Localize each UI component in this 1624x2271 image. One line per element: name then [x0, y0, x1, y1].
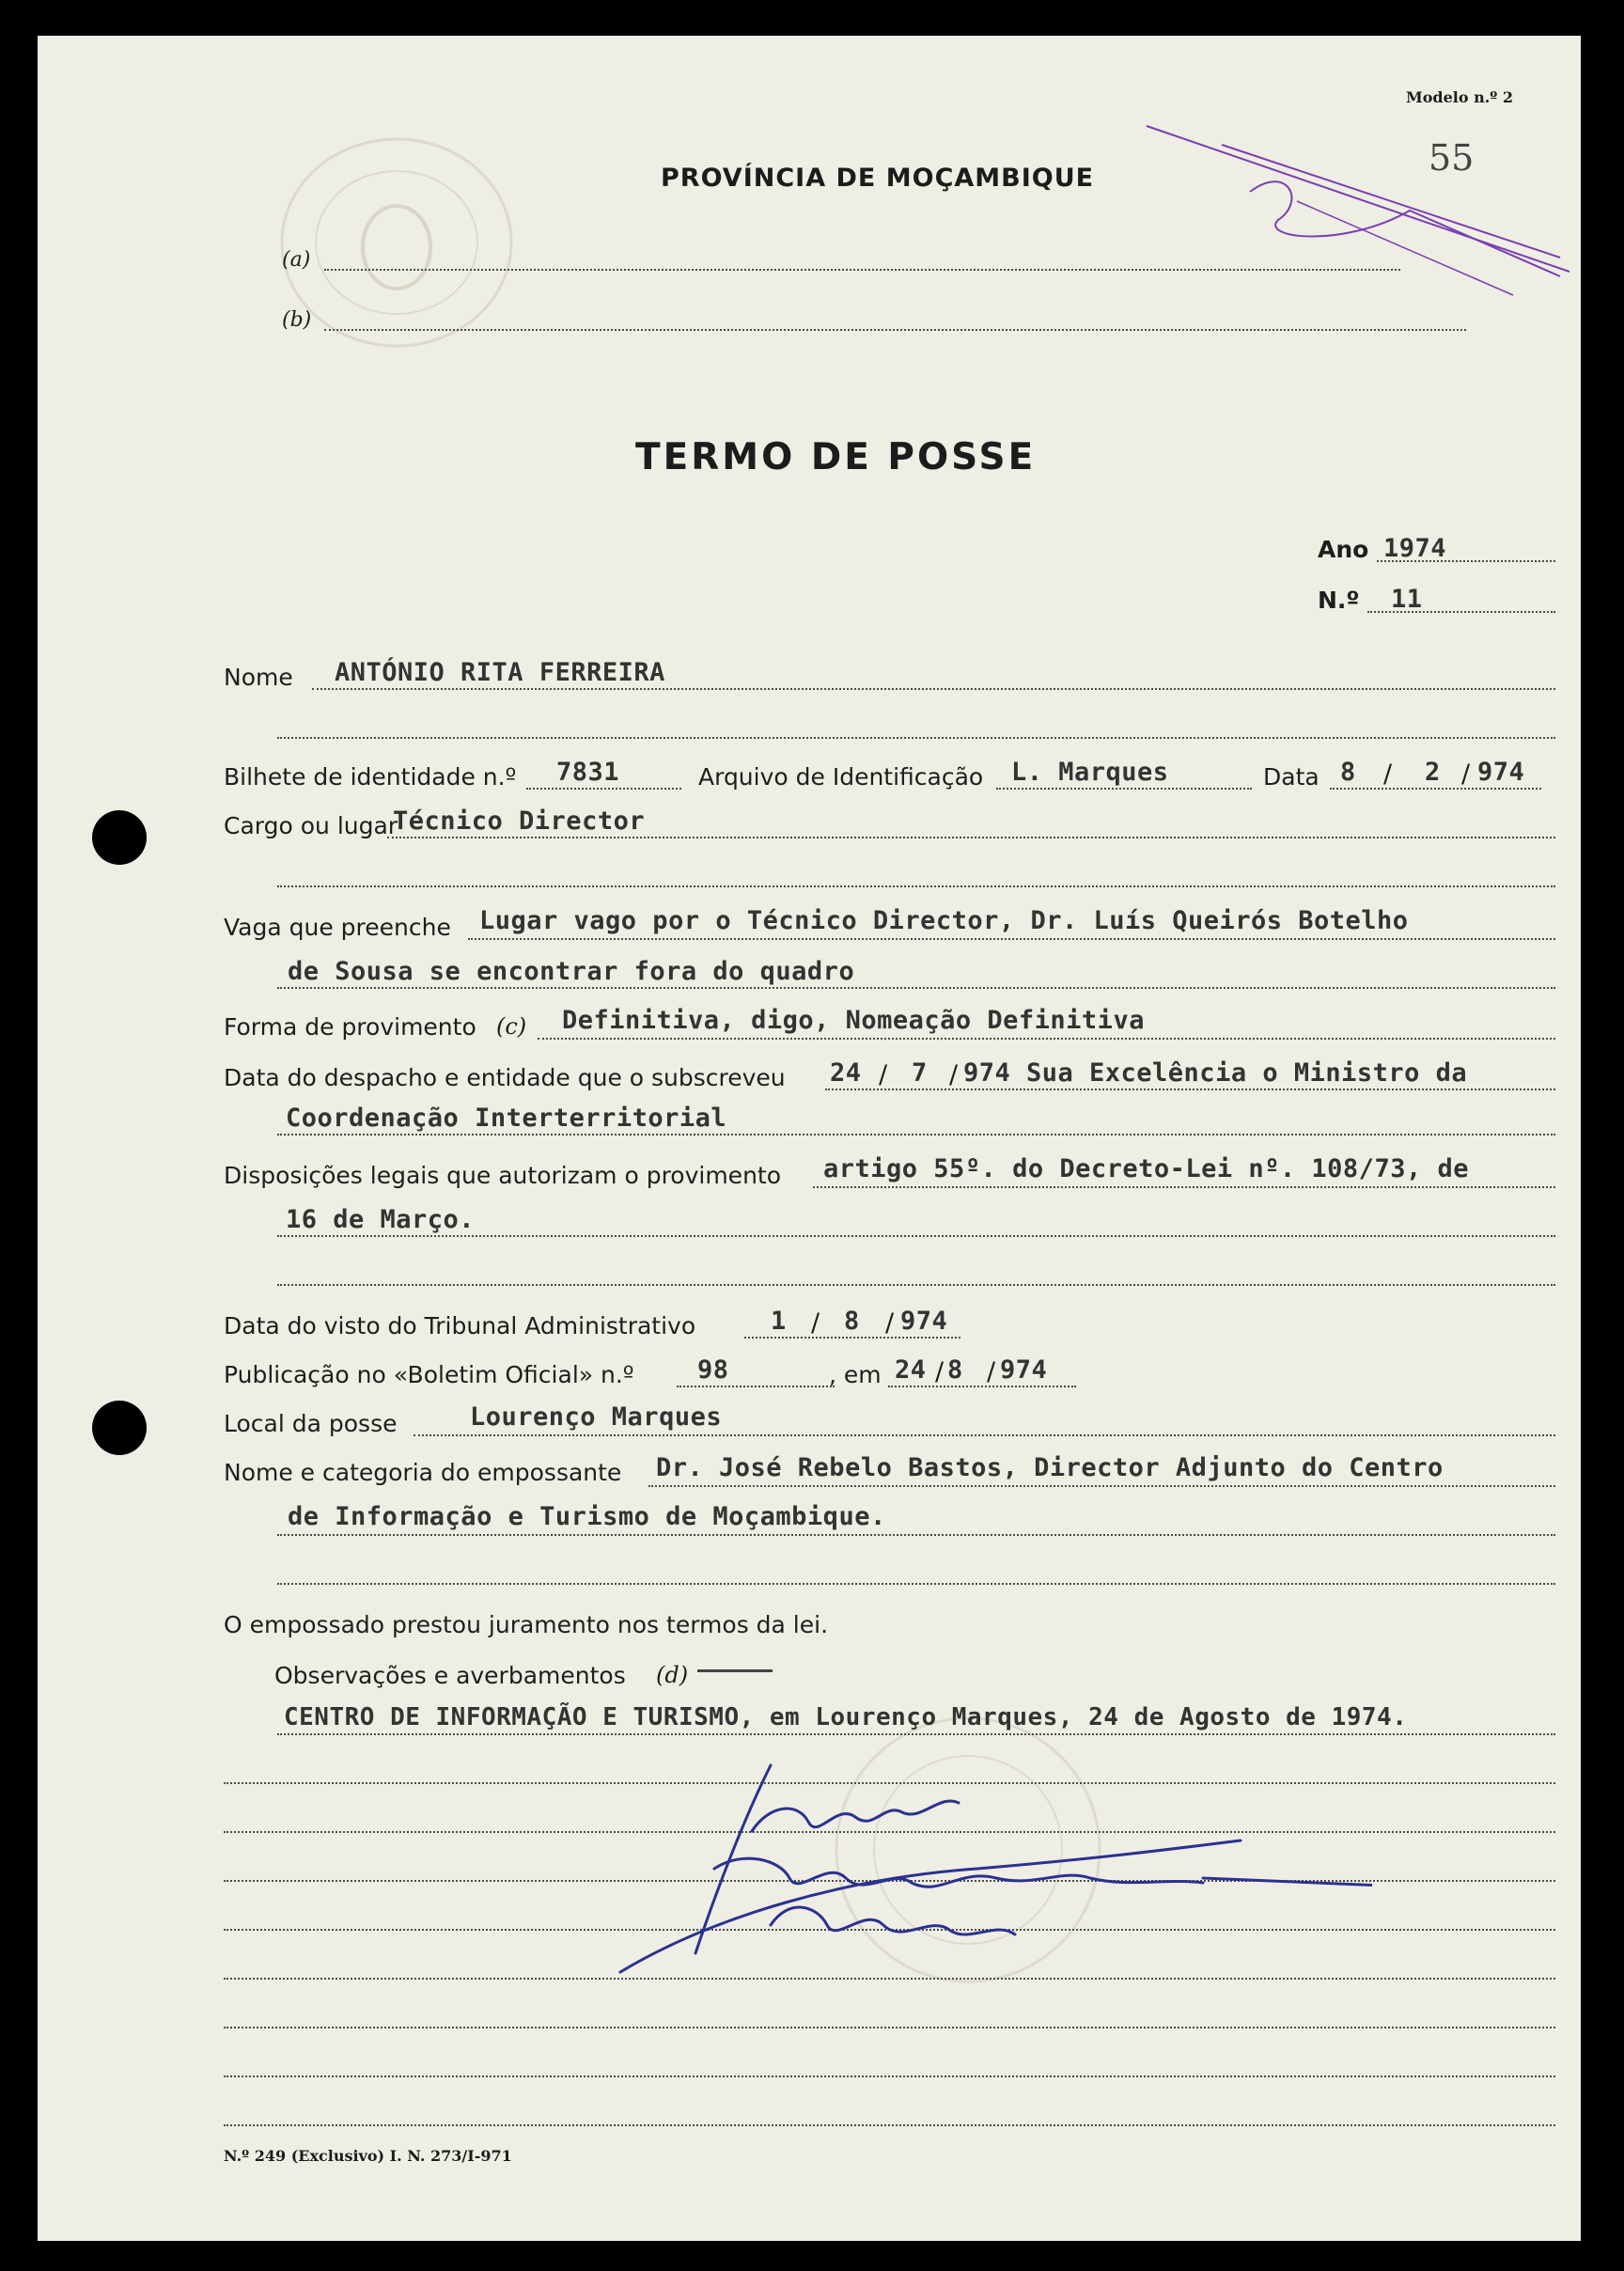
empossante-label: Nome e categoria do empossante — [224, 1459, 622, 1486]
model-number: Modelo n.º 2 — [1406, 88, 1513, 106]
vaga-line-2 — [277, 987, 1555, 989]
disposicoes-line-2 — [277, 1235, 1555, 1237]
despacho-line-2 — [277, 1134, 1555, 1136]
ano-value: 1974 — [1383, 534, 1447, 563]
signature-line-7 — [224, 2075, 1555, 2077]
local-line — [414, 1434, 1555, 1436]
cargo-line — [387, 837, 1555, 838]
publicacao-month: 8 — [947, 1355, 963, 1385]
observacoes-dash — [697, 1669, 773, 1672]
forma-marker: (c) — [496, 1013, 527, 1040]
vaga-line2: de Sousa se encontrar fora do quadro — [288, 957, 855, 986]
disposicoes-line1: artigo 55º. do Decreto-Lei nº. 108/73, de — [823, 1154, 1469, 1183]
visto-month: 8 — [844, 1307, 860, 1336]
despacho-label: Data do despacho e entidade que o subscreveu — [224, 1064, 786, 1091]
vaga-label: Vaga que preenche — [224, 914, 451, 941]
observacoes-value: CENTRO DE INFORMAÇÃO E TURISMO, em Lourenço Marques, 24 de Agosto de 1974. — [284, 1703, 1408, 1731]
observacoes-label: Observações e averbamentos — [274, 1662, 626, 1689]
forma-label: Forma de provimento — [224, 1013, 476, 1041]
date-slash: / — [879, 1060, 888, 1089]
signature-line-8 — [224, 2124, 1555, 2126]
nome-value: ANTÓNIO RITA FERREIRA — [335, 658, 665, 687]
despacho-entity: Sua Excelência o Ministro da — [1026, 1058, 1468, 1088]
data-bilhete-day: 8 — [1340, 758, 1356, 787]
despacho-month: 7 — [912, 1058, 928, 1088]
empossante-line — [648, 1485, 1555, 1487]
publicacao-line — [677, 1386, 835, 1387]
visto-day: 1 — [771, 1307, 787, 1336]
publicacao-year: 974 — [1000, 1355, 1048, 1385]
juramento-text: O empossado prestou juramento nos termos da lei. — [224, 1611, 829, 1638]
data-bilhete-label: Data — [1263, 763, 1320, 791]
disposicoes-line — [813, 1186, 1555, 1188]
empossante-line2: de Informação e Turismo de Moçambique. — [288, 1502, 886, 1531]
violet-stamp-mark — [1109, 107, 1579, 323]
line-a-marker: (a) — [282, 248, 311, 272]
empossante-line-2 — [277, 1534, 1555, 1536]
vaga-line1: Lugar vago por o Técnico Director, Dr. Luís Queirós Botelho — [479, 906, 1409, 935]
numero-line — [1367, 611, 1555, 613]
document-title: TERMO DE POSSE — [635, 436, 1037, 478]
arquivo-line — [996, 788, 1252, 790]
despacho-day: 24 — [830, 1058, 862, 1088]
arquivo-value: L. Marques — [1011, 758, 1169, 787]
cargo-value: Técnico Director — [393, 807, 646, 836]
publicacao-date-line — [888, 1386, 1076, 1387]
forma-line — [538, 1038, 1555, 1040]
data-bilhete-month: 2 — [1425, 758, 1441, 787]
visto-line — [744, 1337, 960, 1339]
publicacao-label: Publicação no «Boletim Oficial» n.º — [224, 1361, 634, 1388]
date-slash: / — [1383, 760, 1393, 789]
forma-value: Definitiva, digo, Nomeação Definitiva — [562, 1006, 1145, 1035]
line-a — [324, 269, 1400, 271]
nome-line — [312, 688, 1555, 690]
disposicoes-label: Disposições legais que autorizam o provimento — [224, 1162, 782, 1189]
despacho-year: 974 — [963, 1058, 1011, 1088]
ano-line — [1377, 560, 1555, 562]
nome-label: Nome — [224, 664, 293, 691]
date-slash: / — [811, 1308, 820, 1338]
publicacao-em: , em — [829, 1361, 882, 1388]
date-slash: / — [1461, 760, 1471, 789]
bilhete-line — [526, 788, 681, 790]
empossante-line1: Dr. José Rebelo Bastos, Director Adjunto do Centro — [656, 1453, 1444, 1482]
date-slash: / — [935, 1357, 945, 1386]
publicacao-day: 24 — [895, 1355, 927, 1385]
signature-line-6 — [224, 2027, 1555, 2028]
vaga-line — [468, 938, 1555, 940]
publicacao-value: 98 — [697, 1355, 729, 1385]
binder-hole — [92, 810, 147, 865]
visto-label: Data do visto do Tribunal Administrativo — [224, 1312, 696, 1339]
data-bilhete-line — [1330, 788, 1541, 790]
binder-hole — [92, 1401, 147, 1455]
date-slash: / — [885, 1308, 895, 1338]
data-bilhete-year: 974 — [1477, 758, 1525, 787]
line-b-marker: (b) — [282, 308, 312, 332]
cargo-label: Cargo ou lugar — [224, 812, 398, 839]
nome-line-2 — [277, 737, 1555, 739]
disposicoes-line-3 — [277, 1284, 1555, 1286]
cargo-line-2 — [277, 885, 1555, 887]
visto-year: 974 — [900, 1307, 948, 1336]
line-b — [324, 329, 1466, 331]
empossante-line-3 — [277, 1583, 1555, 1585]
footer-print-info: N.º 249 (Exclusivo) I. N. 273/I-971 — [224, 2147, 512, 2165]
bilhete-label: Bilhete de identidade n.º — [224, 763, 517, 791]
observacoes-marker: (d) — [656, 1662, 689, 1688]
despacho-line2: Coordenação Interterritorial — [286, 1104, 727, 1133]
ano-label: Ano — [1318, 536, 1369, 563]
handwritten-signatures — [601, 1746, 1372, 1991]
date-slash: / — [949, 1060, 959, 1089]
page-number: 55 — [1429, 137, 1475, 179]
document-page — [38, 36, 1581, 2241]
numero-label: N.º — [1318, 587, 1360, 614]
local-label: Local da posse — [224, 1410, 398, 1437]
date-slash: / — [987, 1357, 996, 1386]
bilhete-value: 7831 — [556, 758, 620, 787]
despacho-line — [825, 1089, 1555, 1090]
numero-value: 11 — [1391, 585, 1423, 614]
local-value: Lourenço Marques — [470, 1402, 723, 1432]
province-heading: PROVÍNCIA DE MOÇAMBIQUE — [661, 164, 1095, 193]
arquivo-label: Arquivo de Identificação — [698, 763, 984, 791]
observacoes-line — [277, 1733, 1555, 1735]
disposicoes-line2: 16 de Março. — [286, 1205, 476, 1234]
